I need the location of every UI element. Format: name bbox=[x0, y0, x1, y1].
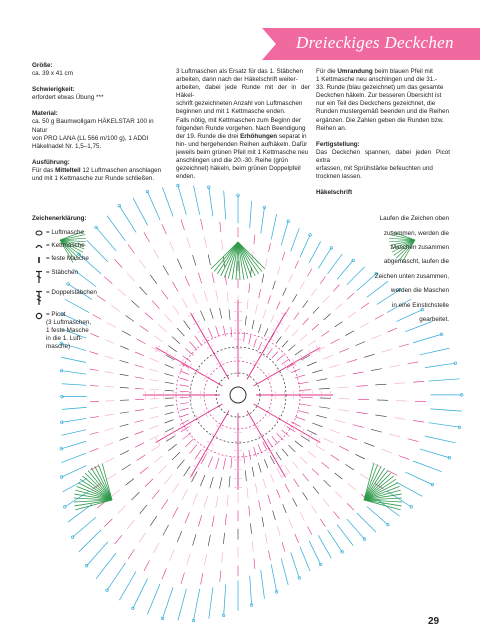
text-line: arbeiten, dabei jede Runde mit der in der Häkel- bbox=[176, 84, 310, 100]
text-line: Reihen an. bbox=[316, 124, 347, 132]
execution-line: Für das Mittelteil 12 Luftmaschen anschlagen bbox=[32, 166, 162, 174]
text-line: 3 Luftmaschen als Ersatz für das 1. Stäbchen bbox=[176, 68, 304, 75]
legend-picot-detail: 1 feste Masche bbox=[46, 327, 89, 335]
text-line: enden. bbox=[176, 173, 196, 181]
size-value: ca. 39 x 41 cm bbox=[32, 70, 73, 78]
text-line: nur ein Teil des Deckchens gezeichnet, die bbox=[316, 100, 436, 108]
text-line: 1 Kettmasche neu anschlingen und die 31.- bbox=[316, 76, 438, 84]
material-label: Material: bbox=[32, 110, 58, 118]
slip-stitch-symbol-icon bbox=[35, 243, 43, 249]
execution-bold: Mittelteil bbox=[55, 166, 81, 174]
legend-item-double-crochet: = Stäbchen bbox=[32, 269, 128, 284]
legend-title: Zeichenerklärung: bbox=[32, 215, 87, 223]
text-line: jeweils beim grünen Pfeil mit 1 Kettmasche neu bbox=[176, 148, 309, 156]
text-line: Runden mustergemäß beenden und die Reihen bbox=[316, 108, 450, 116]
bold-term: Erhöhungen bbox=[240, 132, 278, 140]
text-line: arbeiten, dann nach der Häkelschrift weiter- bbox=[176, 76, 298, 84]
picot-symbol-icon bbox=[35, 312, 43, 320]
legend-picot-detail: (3 Luftmaschen, bbox=[46, 319, 92, 327]
text-line: folgenden Runde vorgehen. Nach Beendigung bbox=[176, 124, 306, 132]
size-label: Größe: bbox=[32, 62, 53, 69]
text-line: Falls nötig, mit Kettmaschen zum Beginn der bbox=[176, 116, 301, 124]
single-crochet-symbol-icon bbox=[36, 256, 42, 264]
execution-line: und mit 1 Kettmasche zur Runde schließen. bbox=[32, 175, 155, 183]
text-line: Das Deckchen spannen, dabei jeden Picot extra bbox=[316, 148, 450, 164]
text-line: anschlingen und die 20.-30. Reihe (grün bbox=[176, 157, 289, 165]
text-line: Deckchen häkeln. Zur besseren Übersicht ist bbox=[316, 92, 442, 100]
material-line: von PRO LANA (LL 566 m/100 g), 1 ADDI bbox=[32, 134, 149, 142]
treble-crochet-symbol-icon bbox=[35, 290, 43, 306]
legend-picot-detail: masche) bbox=[46, 343, 71, 351]
chain-symbol-icon bbox=[35, 230, 43, 236]
text-line: gezeichnet) häkeln, beim grünen Doppelpfeil bbox=[176, 165, 301, 173]
chart-label: Häkelschrift bbox=[316, 189, 353, 197]
text-line: ergänzen. Die Zahlen geben die Runden bzw. bbox=[316, 116, 444, 124]
text-line: beginnen und mit 1 Kettmasche enden. bbox=[176, 108, 286, 116]
legend-item-chain: = Luftmasche bbox=[32, 229, 128, 237]
text-line: der 19. Runde die drei Erhöhungen separat in bbox=[176, 132, 307, 140]
difficulty-label: Schwierigkeit: bbox=[32, 86, 75, 94]
text-line: Für die Umrandung beim blauen Pfeil mit bbox=[316, 68, 433, 75]
legend-item-single-crochet: = feste Masche bbox=[32, 255, 128, 264]
bold-term: Umrandung bbox=[337, 68, 373, 75]
legend bbox=[32, 209, 128, 356]
text-line: trocknen lassen. bbox=[316, 173, 362, 181]
finish-label: Fertigstellung: bbox=[316, 140, 360, 148]
material-line: ca. 50 g Baumwollgarn HÄKELSTAR 100 in Natur bbox=[32, 118, 154, 134]
page-title: Dreieckiges Deckchen bbox=[296, 33, 454, 52]
text-line: 33. Runde (blau gezeichnet) um das gesamte bbox=[316, 84, 444, 92]
stitch-note: Laufen die Zeichen oben zusammen, werden die Maschen zusammen abgemascht, laufen die Zeichen unten zusammen, werden die Maschen in eine Einstichstelle gearbeitet. bbox=[374, 215, 449, 324]
legend-picot-detail: in die 1. Luft- bbox=[46, 335, 83, 343]
legend-item-picot bbox=[32, 311, 128, 351]
legend-item-slip-stitch: = Kettmasche bbox=[32, 242, 128, 250]
execution-label: Ausführung: bbox=[32, 158, 70, 166]
text-line: hin- und hergehenden Reihen aufhäkeln. Dafür bbox=[176, 140, 308, 148]
difficulty-value: erfordert etwas Übung *** bbox=[32, 94, 104, 102]
legend-picot-label: = Picot bbox=[46, 311, 66, 319]
text-line: erfassen, mit Sprühstärke befeuchten und bbox=[316, 165, 433, 173]
double-crochet-symbol-icon bbox=[35, 270, 43, 284]
page-number: 29 bbox=[428, 616, 440, 627]
material-line: Häkelnadel Nr. 1,5–1,75. bbox=[32, 142, 102, 150]
legend-item-treble-crochet: = Doppelstäbchen bbox=[32, 289, 128, 306]
text-line: schrift gezeichneten Anzahl von Luftmaschen bbox=[176, 100, 303, 108]
